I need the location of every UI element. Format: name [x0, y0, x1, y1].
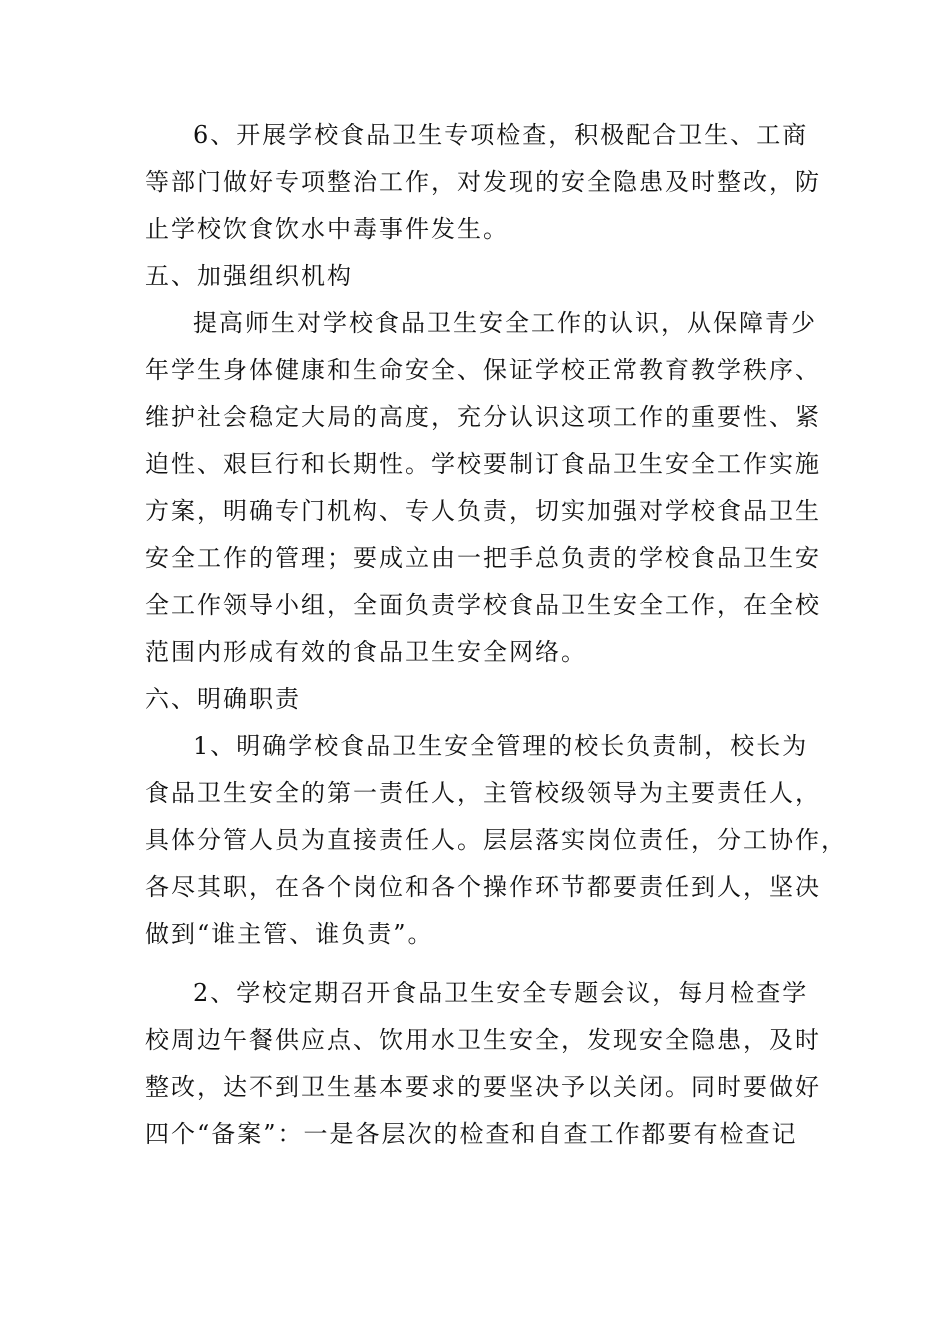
- text-line: 6、开展学校食品卫生专项检查，积极配合卫生、工商: [193, 121, 809, 149]
- text-line: 安全工作的管理；要成立由一把手总负责的学校食品卫生安: [145, 544, 821, 572]
- text-line: 校周边午餐供应点、饮用水卫生安全，发现安全隐患，及时: [145, 1026, 821, 1054]
- text-line: 具体分管人员为直接责任人。层层落实岗位责任，分工协作，: [145, 826, 847, 854]
- paragraph-organization: [145, 300, 821, 676]
- paragraph-item-1: [145, 723, 847, 958]
- text-line: 范围内形成有效的食品卫生安全网络。: [145, 638, 587, 666]
- text-line: 1、明确学校食品卫生安全管理的校长负责制，校长为: [193, 732, 809, 760]
- text-line: 等部门做好专项整治工作，对发现的安全隐患及时整改，防: [145, 168, 821, 196]
- text-line: 年学生身体健康和生命安全、保证学校正常教育教学秩序、: [145, 356, 821, 384]
- paragraph-item-6: [145, 112, 821, 253]
- text-line: 全工作领导小组，全面负责学校食品卫生安全工作，在全校: [145, 591, 821, 619]
- section-heading-6: 六、明确职责: [145, 685, 301, 713]
- paragraph-item-2: [145, 970, 821, 1158]
- document-body: [145, 112, 847, 1158]
- section-heading-5: 五、加强组织机构: [145, 262, 353, 290]
- text-line: 四个“备案”：一是各层次的检查和自查工作都要有检查记: [145, 1120, 798, 1148]
- text-line: 做到“谁主管、谁负责”。: [145, 920, 434, 948]
- text-line: 食品卫生安全的第一责任人，主管校级领导为主要责任人，: [145, 779, 821, 807]
- text-line: 2、学校定期召开食品卫生安全专题会议，每月检查学: [193, 979, 809, 1007]
- text-line: 整改，达不到卫生基本要求的要坚决予以关闭。同时要做好: [145, 1073, 821, 1101]
- text-line: 各尽其职，在各个岗位和各个操作环节都要责任到人，坚决: [145, 873, 821, 901]
- text-line: 维护社会稳定大局的高度，充分认识这项工作的重要性、紧: [145, 403, 821, 431]
- text-line: 迫性、艰巨行和长期性。学校要制订食品卫生安全工作实施: [145, 450, 821, 478]
- text-line: 方案，明确专门机构、专人负责，切实加强对学校食品卫生: [145, 497, 821, 525]
- text-line: 提高师生对学校食品卫生安全工作的认识，从保障青少: [193, 309, 817, 337]
- text-line: 止学校饮食饮水中毒事件发生。: [145, 215, 509, 243]
- paragraph-gap: [145, 958, 809, 970]
